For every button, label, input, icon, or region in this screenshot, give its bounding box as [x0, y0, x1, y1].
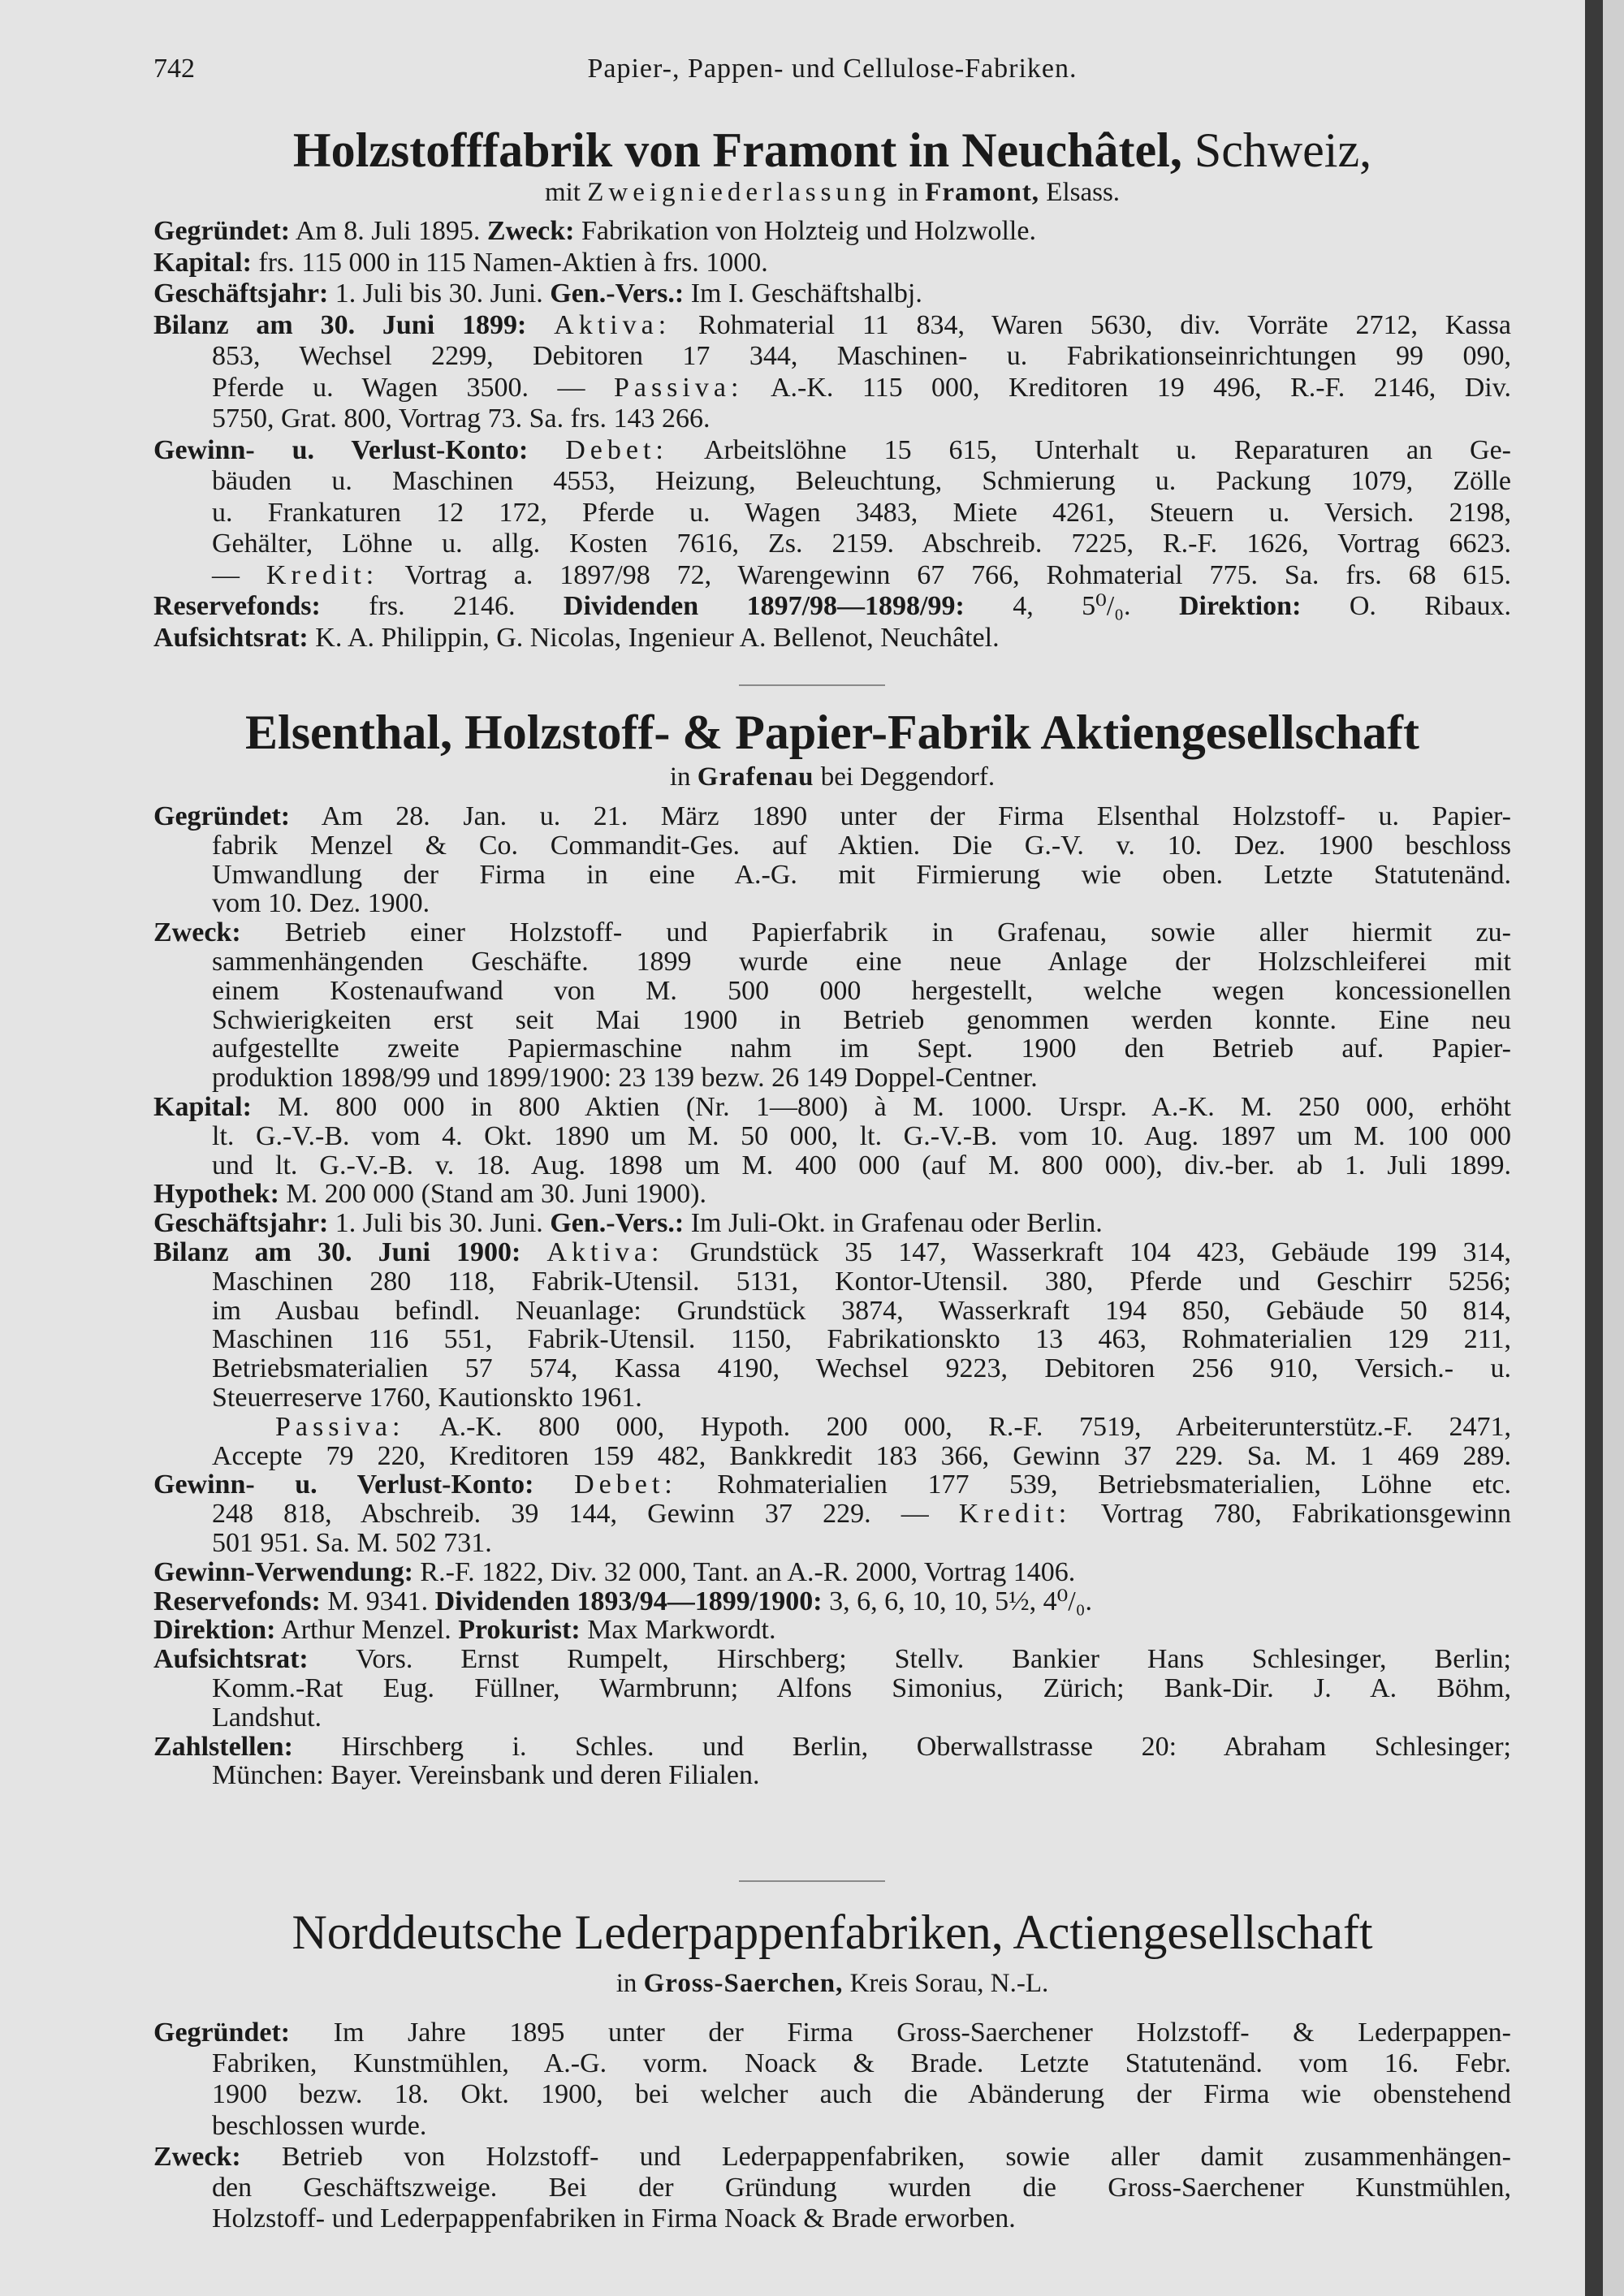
text-run: einem Kostenaufwand von M. 500 000 hergestellt, welche wegen koncessionellen [212, 975, 1511, 1006]
text-line [153, 1267, 1511, 1297]
bold-label: Gross-Saerchen, [643, 1969, 844, 1998]
text-run: Vortrag a. 1897/98 72, Warengewinn 67 766, Rohmaterial 775. Sa. frs. 68 615. [378, 559, 1511, 590]
text-run: Am 28. Jan. u. 21. März 1890 unter der Firma Elsenthal Holzstoff- u. Papier- [290, 801, 1511, 831]
spaced-label: Aktiva: [554, 309, 672, 340]
text-line [153, 1122, 1511, 1151]
text-line [153, 1761, 1511, 1790]
bold-label: Gen.-Vers.: [550, 1208, 685, 1239]
bold-label: Zweck: [153, 917, 241, 948]
bold-label: Direktion: [1178, 591, 1302, 621]
bold-label: Gewinn- u. Verlust-Konto: [153, 434, 529, 465]
text-run: 3, 6, 6, 10, 10, 5½, 4⁰/₀. [822, 1586, 1092, 1616]
text-run: Elsass. [1039, 178, 1121, 207]
text-line [153, 435, 1511, 467]
text-line [153, 1297, 1511, 1326]
bold-label: Hypothek: [153, 1179, 279, 1210]
text-line [153, 404, 1511, 435]
text-run: Schwierigkeiten erst seit Mai 1900 in Betrieb genommen werden konnte. Eine neu [212, 1004, 1511, 1035]
text-run: Maschinen 116 551, Fabrik-Utensil. 1150, Fabrikationskto 13 463, Rohmaterialien 129 211, [212, 1324, 1511, 1355]
bold-label: Gewinn-Verwendung: [153, 1556, 413, 1587]
text-run: A.-K. 115 000, Kreditoren 19 496, R.-F. 2146, Div. [743, 372, 1512, 403]
spaced-label: Debet: [565, 434, 668, 465]
text-line [153, 2142, 1511, 2173]
text-line [153, 1383, 1511, 1413]
page-number: 742 [153, 54, 195, 84]
text-run: den Geschäftszweige. Bei der Gründung wurden die Gross-Saerchener Kunstmühlen, [212, 2172, 1511, 2203]
text-run: Maschinen 280 118, Fabrik-Utensil. 5131, Kontor-Utensil. 380, Pferde und Geschirr 5256; [212, 1266, 1511, 1297]
text-line [153, 216, 1511, 248]
text-line [153, 310, 1511, 342]
text-run: Hirschberg i. Schles. und Berlin, Oberwallstrasse 20: Abraham Schlesinger; [292, 1731, 1511, 1762]
text-run: 1. Juli bis 30. Juni. [328, 278, 551, 309]
text-line [153, 1180, 1511, 1209]
text-run: in [615, 1969, 644, 1998]
text-line [153, 591, 1511, 623]
text-run [520, 1237, 546, 1267]
text-run: mit [544, 178, 588, 207]
text-line [153, 1442, 1511, 1471]
text-run: Umwandlung der Firma in eine A.-G. mit Firmierung wie oben. Letzte Statutenänd. [212, 859, 1511, 890]
text-run [528, 435, 565, 465]
company-title-1 [153, 704, 1511, 761]
text-run: Rohmaterial 11 834, Waren 5630, div. Vorräte 2712, Kassa [671, 309, 1511, 340]
text-line [153, 1558, 1511, 1587]
text-run: 1900 bezw. 18. Okt. 1900, bei welcher auch die Abänderung der Firma wie obenstehend [212, 2079, 1511, 2110]
text-line [153, 1354, 1511, 1383]
text-run: 5750, Grat. 800, Vortrag 73. Sa. frs. 143 266. [212, 404, 710, 434]
spaced-label: Kredit: [266, 559, 379, 590]
bold-label: Gewinn- u. Verlust-Konto: [153, 1470, 534, 1500]
text-run: in [890, 178, 926, 207]
text-line [153, 1529, 1511, 1558]
text-line [153, 1325, 1511, 1354]
spaced-label: Aktiva: [546, 1236, 664, 1267]
text-run: Norddeutsche Lederpappenfabriken, Actiengesellschaft [292, 1905, 1373, 1959]
text-run: bei Deggendorf. [814, 762, 996, 792]
bold-label: Bilanz am 30. Juni 1899: [153, 309, 527, 340]
bold-label: Aufsichtsrat: [153, 622, 309, 653]
text-line [153, 466, 1511, 498]
text-line [153, 1616, 1511, 1645]
spaced-label: Passiva: [613, 372, 744, 403]
bold-label: Zweck: [486, 216, 575, 246]
text-run: bäuden u. Maschinen 4553, Heizung, Beleuchtung, Schmierung u. Packung 1079, Zölle [212, 466, 1511, 496]
text-run: Steuerreserve 1760, Kautionskto 1961. [212, 1382, 642, 1413]
text-run: Im I. Geschäftshalbj. [684, 278, 922, 309]
bold-label: Gegründet: [153, 216, 291, 246]
text-run: Im Juli-Okt. in Grafenau oder Berlin. [684, 1208, 1103, 1239]
company-entry-2 [153, 2018, 1511, 2234]
text-run: Im Jahre 1895 unter der Firma Gross-Saerchener Holzstoff- & Lederpappen- [290, 2018, 1511, 2048]
bold-label: Reservefonds: [153, 1586, 321, 1616]
bold-label: Kapital: [153, 247, 252, 278]
text-line [153, 977, 1511, 1006]
text-run: Landshut. [212, 1702, 322, 1733]
text-line [153, 1209, 1511, 1238]
text-run: Betriebsmaterialien 57 574, Kassa 4190, Wechsel 9223, Debitoren 256 910, Versich.- u. [212, 1353, 1511, 1384]
text-line [153, 2048, 1511, 2079]
text-line [153, 889, 1511, 918]
text-run: R.-F. 1822, Div. 32 000, Tant. an A.-R. 2000, Vortrag 1406. [412, 1556, 1076, 1587]
company-subtitle-1 [153, 762, 1511, 792]
text-run: Gehälter, Löhne u. allg. Kosten 7616, Zs. 2159. Abschreib. 7225, R.-F. 1626, Vortrag 6623. [212, 529, 1511, 559]
bold-label: Kapital: [153, 1091, 252, 1122]
text-run: fabrik Menzel & Co. Commandit-Ges. auf Aktien. Die G.-V. v. 10. Dez. 1900 beschloss [212, 830, 1511, 861]
text-run: M. 800 000 in 800 Aktien (Nr. 1—800) à M. 1000. Urspr. A.-K. M. 250 000, erhöht [251, 1091, 1511, 1122]
text-run: Accepte 79 220, Kreditoren 159 482, Bankkredit 183 366, Gewinn 37 229. Sa. M. 1 469 289. [212, 1440, 1511, 1471]
text-line [153, 918, 1511, 947]
section-divider [739, 1880, 885, 1882]
text-run [533, 1470, 574, 1500]
text-run: sammenhängenden Geschäfte. 1899 wurde eine neue Anlage der Holzschleiferei mit [212, 946, 1511, 977]
text-run: Betrieb einer Holzstoff- und Papierfabrik in Grafenau, sowie aller hiermit zu- [240, 917, 1511, 948]
scan-margin [1603, 0, 1624, 2296]
text-line [153, 2173, 1511, 2203]
text-line [153, 1645, 1511, 1674]
text-run: produktion 1898/99 und 1899/1900: 23 139 bezw. 26 149 Doppel-Centner. [212, 1063, 1038, 1094]
text-line [153, 248, 1511, 279]
text-line [153, 341, 1511, 373]
text-run: Am 8. Juli 1895. [290, 216, 487, 246]
bold-label: Elsenthal, Holzstoff- & Papier-Fabrik Aktiengesellschaft [245, 706, 1419, 759]
text-run: 853, Wechsel 2299, Debitoren 17 344, Maschinen- u. Fabrikationseinrichtungen 99 090, [212, 341, 1511, 371]
bold-label: Gegründet: [153, 2018, 291, 2048]
bold-label: Framont, [925, 178, 1040, 207]
text-line [153, 947, 1511, 977]
company-title-0 [153, 122, 1511, 179]
spaced-label: Passiva: [275, 1411, 405, 1442]
company-entry-1 [153, 802, 1511, 1790]
text-line [153, 831, 1511, 861]
text-run: vom 10. Dez. 1900. [212, 888, 430, 919]
text-line [153, 1703, 1511, 1733]
text-line [153, 1238, 1511, 1267]
text-line [153, 1674, 1511, 1703]
text-run: beschlossen wurde. [212, 2110, 427, 2141]
spaced-label: Kredit: [958, 1499, 1072, 1530]
text-line [153, 2018, 1511, 2048]
text-line [153, 1034, 1511, 1064]
text-line [153, 529, 1511, 560]
text-line [153, 1064, 1511, 1093]
text-run: Holzstoff- und Lederpappenfabriken in Firma Noack & Brade erworben. [212, 2203, 1016, 2234]
text-run: A.-K. 800 000, Hypoth. 200 000, R.-F. 7519, Arbeiterunterstütz.-F. 2471, [404, 1411, 1511, 1442]
bold-label: Reservefonds: [153, 591, 321, 621]
text-line [153, 802, 1511, 831]
text-run: frs. 115 000 in 115 Namen-Aktien à frs. 1000. [251, 247, 768, 278]
text-run: Arthur Menzel. [275, 1615, 459, 1646]
bold-label: Geschäftsjahr: [153, 1208, 329, 1239]
text-line [153, 2203, 1511, 2234]
text-run: Arbeitslöhne 15 615, Unterhalt u. Reparaturen an Ge- [667, 434, 1512, 465]
text-run: u. Frankaturen 12 172, Pferde u. Wagen 3483, Miete 4261, Steuern u. Versich. 2198, [212, 497, 1511, 528]
text-run: K. A. Philippin, G. Nicolas, Ingenieur A. Bellenot, Neuchâtel. [308, 622, 1000, 653]
text-run: Schweiz, [1181, 123, 1372, 177]
text-line [153, 498, 1511, 529]
bold-label: Dividenden 1897/98—1898/99: [563, 591, 965, 621]
text-run [526, 310, 554, 340]
text-line [153, 2111, 1511, 2142]
text-run: lt. G.-V.-B. vom 4. Okt. 1890 um M. 50 000, lt. G.-V.-B. vom 10. Aug. 1897 um M. 100 000 [212, 1120, 1511, 1151]
text-run: Grundstück 35 147, Wasserkraft 104 423, Gebäude 199 314, [663, 1236, 1512, 1267]
text-run: München: Bayer. Vereinsbank und deren Filialen. [212, 1760, 760, 1791]
text-run: in [669, 762, 698, 792]
bold-label: Gegründet: [153, 801, 291, 831]
text-run: 1. Juli bis 30. Juni. [328, 1208, 551, 1239]
text-line [153, 373, 1511, 404]
text-run: 4, 5⁰/₀. [964, 591, 1179, 621]
text-line [153, 2079, 1511, 2110]
company-title-2 [153, 1904, 1511, 1961]
company-entry-0 [153, 216, 1511, 654]
text-run: — [212, 559, 266, 590]
text-run: 248 818, Abschreib. 39 144, Gewinn 37 229. — [212, 1499, 959, 1530]
text-run: Fabrikation von Holzteig und Holzwolle. [574, 216, 1036, 246]
text-run: 501 951. Sa. M. 502 731. [212, 1527, 492, 1558]
bold-label: Aufsichtsrat: [153, 1644, 309, 1675]
text-line [153, 623, 1511, 654]
text-run: M. 200 000 (Stand am 30. Juni 1900). [279, 1179, 706, 1210]
spaced-label: Debet: [574, 1470, 677, 1500]
text-line [153, 1587, 1511, 1616]
bold-label: Holzstofffabrik von Framont in Neuchâtel, [292, 123, 1182, 177]
text-run: Max Markwordt. [580, 1615, 776, 1646]
running-header [153, 54, 1511, 89]
bold-label: Zweck: [153, 2141, 241, 2172]
text-run: Vors. Ernst Rumpelt, Hirschberg; Stellv. Bankier Hans Schlesinger, Berlin; [308, 1644, 1511, 1675]
bold-label: Dividenden 1893/94—1899/1900: [434, 1586, 823, 1616]
text-run: O. Ribaux. [1301, 591, 1511, 621]
running-title: Papier-, Pappen- und Cellulose-Fabriken. [587, 54, 1078, 84]
bold-label: Bilanz am 30. Juni 1900: [153, 1236, 521, 1267]
text-run: Pferde u. Wagen 3500. — [212, 372, 614, 403]
text-line [153, 1413, 1511, 1442]
text-run: frs. 2146. [320, 591, 564, 621]
text-run: aufgestellte zweite Papiermaschine nahm im Sept. 1900 den Betrieb auf. Papier- [212, 1034, 1511, 1064]
text-line [153, 1733, 1511, 1762]
text-run: Rohmaterialien 177 539, Betriebsmaterialien, Löhne etc. [676, 1470, 1512, 1500]
page-edge-shadow [1585, 0, 1603, 2296]
text-run: M. 9341. [320, 1586, 435, 1616]
bold-label: Grafenau [697, 762, 814, 792]
bold-label: Gen.-Vers.: [550, 278, 685, 309]
bold-label: Geschäftsjahr: [153, 278, 329, 309]
text-run: und lt. G.-V.-B. v. 18. Aug. 1898 um M. 400 000 (auf M. 800 000), div.-ber. ab 1. Juli 1899. [212, 1150, 1511, 1180]
bold-label: Zahlstellen: [153, 1731, 293, 1762]
bold-label: Prokurist: [458, 1615, 581, 1646]
text-line [153, 1470, 1511, 1500]
text-line [153, 861, 1511, 890]
text-line [153, 560, 1511, 592]
text-line [153, 278, 1511, 310]
text-run: Vortrag 780, Fabrikationsgewinn [1071, 1499, 1511, 1530]
text-run: Komm.-Rat Eug. Füllner, Warmbrunn; Alfons Simonius, Zürich; Bank-Dir. J. A. Böhm, [212, 1672, 1511, 1703]
text-line [153, 1006, 1511, 1035]
text-line [153, 1093, 1511, 1122]
section-divider [739, 684, 885, 686]
company-subtitle-2 [153, 1968, 1511, 1999]
text-run: im Ausbau befindl. Neuanlage: Grundstück 3874, Wasserkraft 194 850, Gebäude 50 814, [212, 1295, 1511, 1326]
text-run: Betrieb von Holzstoff- und Lederpappenfabriken, sowie aller damit zusammenhängen- [240, 2141, 1511, 2172]
text-run: Kreis Sorau, N.-L. [843, 1969, 1049, 1998]
bold-label: Direktion: [153, 1615, 276, 1646]
text-line [153, 1151, 1511, 1180]
spaced-label: Zweigniederlassung [587, 178, 891, 207]
company-subtitle-0 [153, 177, 1511, 208]
text-line [153, 1500, 1511, 1529]
text-run: Fabriken, Kunstmühlen, A.-G. vorm. Noack & Brade. Letzte Statutenänd. vom 16. Febr. [212, 2048, 1511, 2079]
